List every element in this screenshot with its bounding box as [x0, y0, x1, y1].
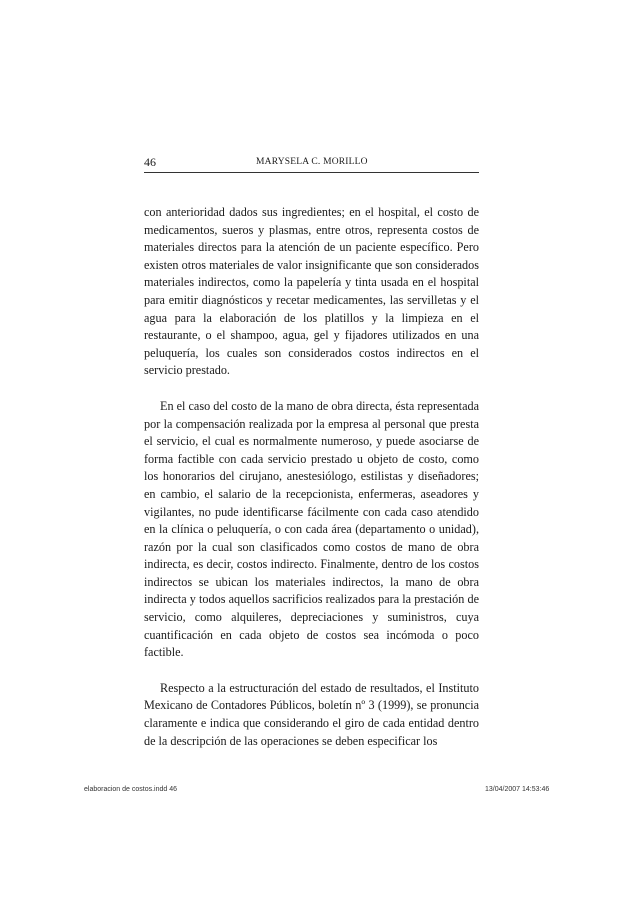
- paragraph-2: En el caso del costo de la mano de obra directa, ésta representada por la compensación realizada por la empresa al personal que presta el servicio, el cual es normalmente numeroso, y puede asociarse de forma factible con cada servicio prestado u objeto de costo, como los honorarios del cirujano, anestesiólogo, estilistas y diseñadores; en cambio, el salario de la recepcionista, enfermeras, aseadores y vigilantes, no pude identificarse fácilmente con cada caso atendido en la clínica o peluquería, o con cada área (departamento o unidad), razón por la cual son clasificados como costos de mano de obra indirecta, es decir, costos indirecto. Finalmente, dentro de los costos indirectos se ubican los materiales indirectos, la mano de obra indirecta y todos aquellos sacrificios realizados para la prestación de servicio, como alquileres, depreciaciones y suministros, cuya cuantificación en cada objeto de costos sea incómoda o poco factible.: [144, 398, 479, 660]
- paragraph-3: Respecto a la estructuración del estado de resultados, el Instituto Mexicano de Contadores Públicos, boletín nº 3 (1999), se pronuncia claramente e indica que considerando el giro de cada entidad dentro de la descripción de las operaciones se deben especificar los: [144, 680, 479, 748]
- body-text: [144, 204, 479, 768]
- page-header: [144, 153, 479, 173]
- page-number: 46: [144, 155, 156, 169]
- footer-timestamp: 13/04/2007 14:53:46: [485, 786, 550, 793]
- paragraph-1: con anterioridad dados sus ingredientes; en el hospital, el costo de medicamentos, sueros y plasmas, entre otros, representa costos de materiales directos para la atención de un paciente específico. Pero existen otros materiales de valor insignificante que son considerados materiales indirectos, como la papelería y tinta usada en el hospital para emitir diagnósticos y recetar medicamentes, las servilletas y el agua para la elaboración de los platillos y la limpieza en el restaurante, o el shampoo, agua, gel y fijadores utilizados en una peluquería, los cuales son considerados costos indirectos en el servicio prestado.: [144, 205, 479, 378]
- footer-file-info: elaboracion de costos.indd 46: [84, 786, 178, 793]
- running-title: MARYSELA C. MORILLO: [256, 157, 368, 167]
